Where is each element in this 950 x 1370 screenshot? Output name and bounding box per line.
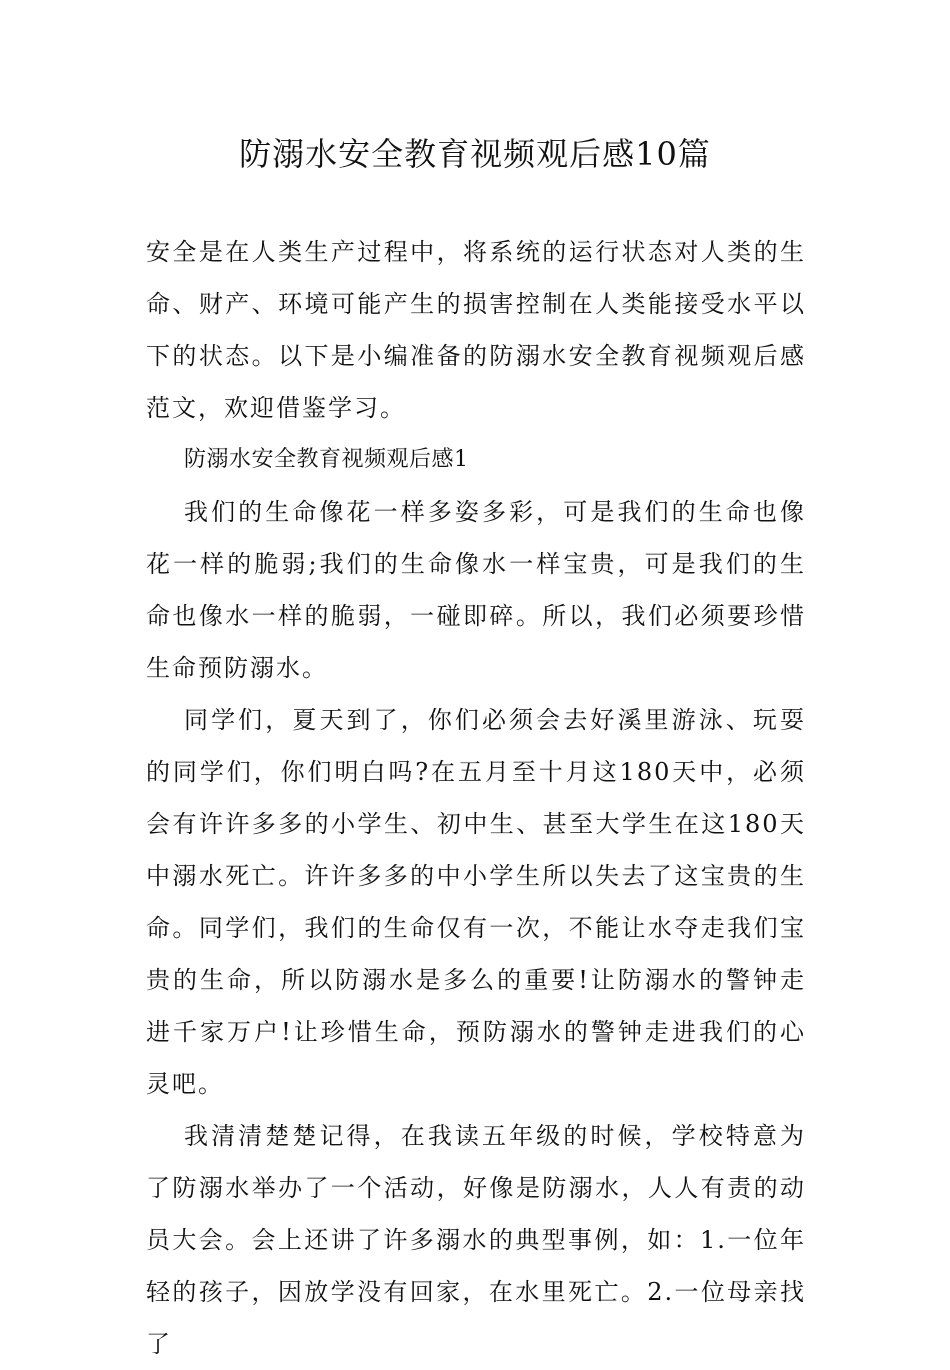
document-title: 防溺水安全教育视频观后感10篇 [239, 135, 711, 173]
intro-paragraph: 安全是在人类生产过程中，将系统的运行状态对人类的生命、财产、环境可能产生的损害控制在人类能接受水平以下的状态。以下是小编准备的防溺水安全教育视频观后感范文，欢迎借鉴学习。 [146, 238, 806, 422]
body-paragraph: 我们的生命像花一样多姿多彩，可是我们的生命也像花一样的脆弱;我们的生命像水一样宝贵，可是我们的生命也像水一样的脆弱，一碰即碎。所以，我们必须要珍惜生命预防溺水。 [146, 498, 806, 682]
section-heading: 防溺水安全教育视频观后感1 [184, 447, 469, 472]
body-paragraph: 我清清楚楚记得，在我读五年级的时候，学校特意为了防溺水举办了一个活动，好像是防溺水，人人有责的动员大会。会上还讲了许多溺水的典型事例，如：1.一位年轻的孩子，因放学没有回家，在水里死亡。2.一位母亲找了 [146, 1122, 806, 1358]
body-paragraph: 同学们，夏天到了，你们必须会去好溪里游泳、玩耍的同学们，你们明白吗?在五月至十月这180天中，必须会有许许多多的小学生、初中生、甚至大学生在这180天中溺水死亡。许许多多的中小学生所以失去了这宝贵的生命。同学们，我们的生命仅有一次，不能让水夺走我们宝贵的生命，所以防溺水是多么的重要!让防溺水的警钟走进千家万户!让珍惜生命，预防溺水的警钟走进我们的心灵吧。 [146, 706, 806, 1098]
document-body [146, 226, 806, 1370]
